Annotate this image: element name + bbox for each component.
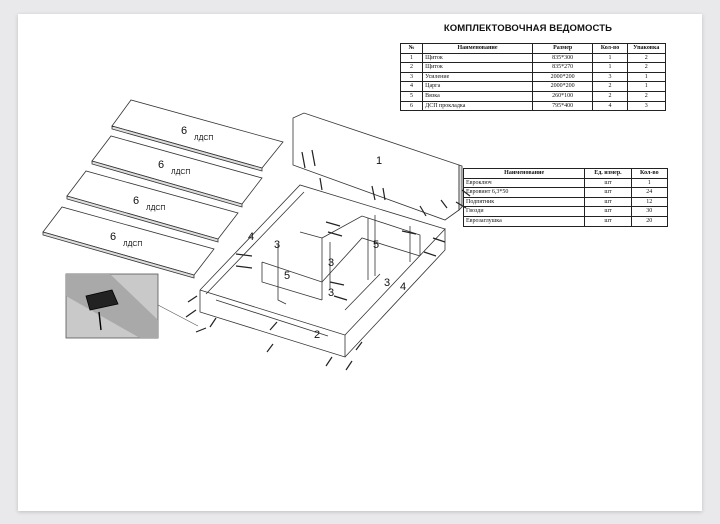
cell-hw-qty: 20 <box>631 216 667 226</box>
label-tie: 5 <box>373 239 380 251</box>
slat-label-material: ЛДСП <box>194 135 214 142</box>
cell-size: 795*400 <box>532 101 592 111</box>
col-header-qty: Кол-во <box>593 44 627 54</box>
slat-label-number: 6 <box>181 125 188 137</box>
col-header-hw-name: Наименование <box>464 169 585 179</box>
slat-label-number: 6 <box>158 159 165 171</box>
cell-hw-name: Подпятник <box>464 197 585 207</box>
col-header-unit: Ед. измер. <box>585 169 631 179</box>
cell-number: 1 <box>401 53 423 63</box>
cell-name: Щиток <box>423 63 533 73</box>
document-title: КОМПЛЕКТОВОЧНАЯ ВЕДОМОСТЬ <box>443 23 613 34</box>
slat-label-material: ЛДСП <box>123 241 143 248</box>
cell-unit: шт <box>585 188 631 198</box>
cell-hw-name: Гвозди <box>464 207 585 217</box>
cell-unit: шт <box>585 197 631 207</box>
cell-qty: 2 <box>593 82 627 92</box>
cell-number: 6 <box>401 101 423 111</box>
label-side: 4 <box>248 231 255 243</box>
slat-label-material: ЛДСП <box>171 169 191 176</box>
cell-qty: 1 <box>593 63 627 73</box>
label-reinforcement: 3 <box>328 287 335 299</box>
cell-unit: шт <box>585 216 631 226</box>
cell-name: Вязка <box>423 91 533 101</box>
col-header-package: Упаковка <box>627 44 665 54</box>
cell-size: 835*300 <box>532 53 592 63</box>
cell-number: 4 <box>401 82 423 92</box>
cell-unit: шт <box>585 207 631 217</box>
cell-package: 2 <box>627 53 665 63</box>
label-reinforcement: 3 <box>384 277 391 289</box>
label-headboard: 1 <box>376 155 383 167</box>
cell-unit: шт <box>585 178 631 188</box>
cell-name: Усиление <box>423 72 533 82</box>
cell-size: 2000*200 <box>532 82 592 92</box>
cell-size: 2000*200 <box>532 72 592 82</box>
cell-number: 2 <box>401 63 423 73</box>
label-front-board: 2 <box>314 329 321 341</box>
cell-hw-qty: 1 <box>631 178 667 188</box>
col-header-size: Размер <box>532 44 592 54</box>
col-header-name: Наименование <box>423 44 533 54</box>
cell-number: 3 <box>401 72 423 82</box>
cell-package: 1 <box>627 72 665 82</box>
cell-qty: 1 <box>593 53 627 63</box>
cell-hw-name: Евровинт 6,3*50 <box>464 188 585 198</box>
cell-name: Щиток <box>423 53 533 63</box>
cell-package: 2 <box>627 91 665 101</box>
slat-label-material: ЛДСП <box>146 205 166 212</box>
slat-label-number: 6 <box>110 231 117 243</box>
label-side: 4 <box>400 281 407 293</box>
cell-hw-qty: 24 <box>631 188 667 198</box>
cell-qty: 4 <box>593 101 627 111</box>
bracket-detail-inset <box>66 274 198 338</box>
cell-package: 1 <box>627 82 665 92</box>
cell-qty: 3 <box>593 72 627 82</box>
cell-hw-qty: 12 <box>631 197 667 207</box>
cell-hw-name: Евроключ <box>464 178 585 188</box>
col-header-number: № <box>401 44 423 54</box>
cell-package: 2 <box>627 63 665 73</box>
cell-package: 3 <box>627 101 665 111</box>
cell-hw-name: Еврозаглушка <box>464 216 585 226</box>
slat-label-number: 6 <box>133 195 140 207</box>
bed-frame <box>200 185 445 357</box>
cell-size: 260*100 <box>532 91 592 101</box>
col-header-hw-qty: Кол-во <box>631 169 667 179</box>
label-tie: 5 <box>284 270 291 282</box>
cell-number: 5 <box>401 91 423 101</box>
cell-name: Царга <box>423 82 533 92</box>
cell-hw-qty: 30 <box>631 207 667 217</box>
cell-name: ДСП прокладка <box>423 101 533 111</box>
label-reinforcement: 3 <box>328 257 335 269</box>
cell-qty: 2 <box>593 91 627 101</box>
cell-size: 835*270 <box>532 63 592 73</box>
label-reinforcement: 3 <box>274 239 281 251</box>
